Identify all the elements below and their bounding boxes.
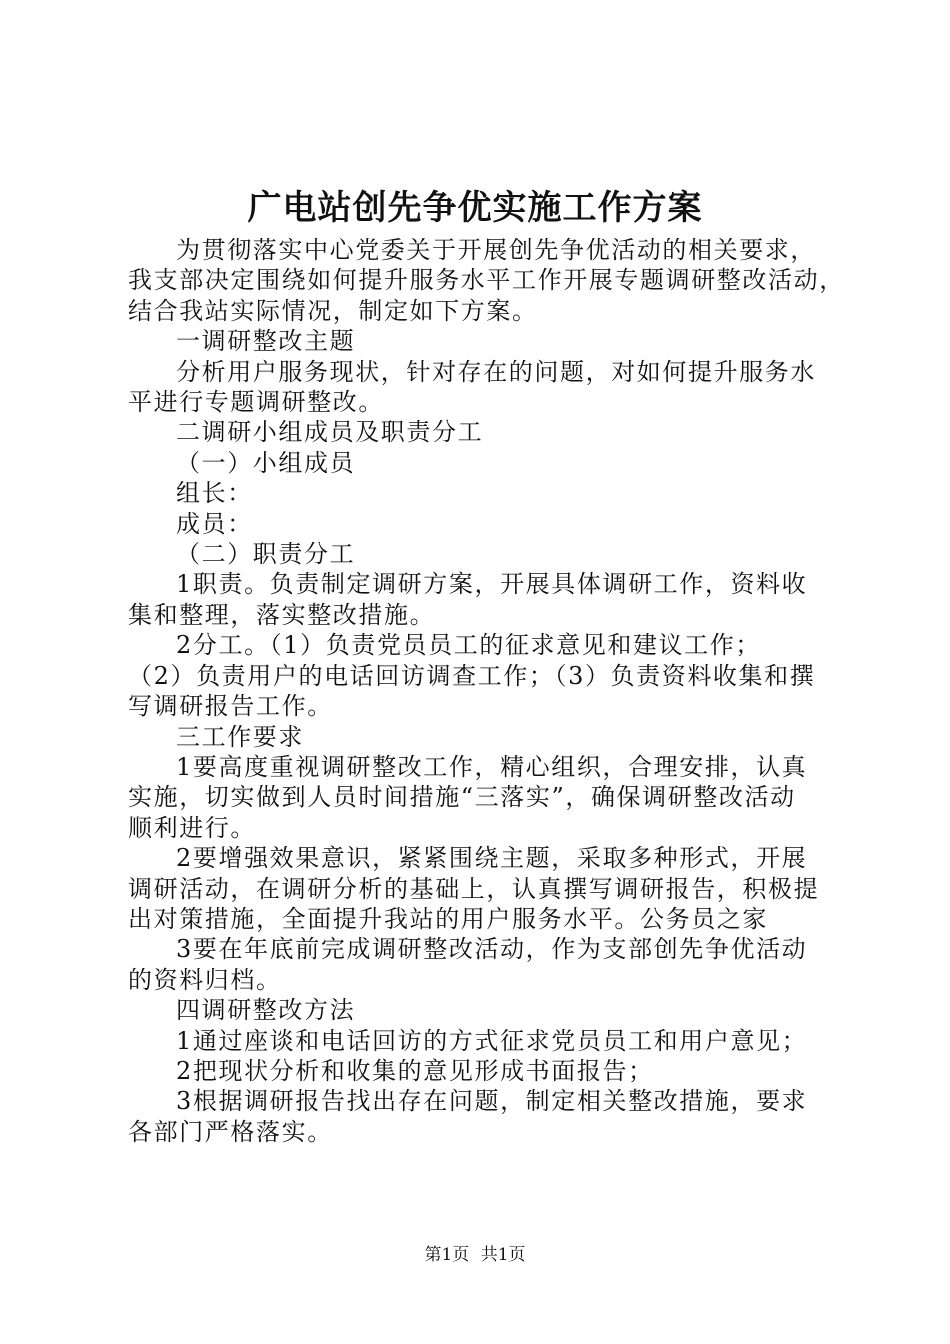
paragraph	[128, 995, 840, 1025]
text-line: 2把现状分析和收集的意见形成书面报告；	[176, 1056, 654, 1085]
paragraph	[128, 569, 840, 630]
text-line: 顺利进行。	[128, 813, 256, 842]
text-line: 的资料归档。	[128, 965, 282, 994]
text-line: 我支部决定围绕如何提升服务水平工作开展专题调研整改活动，	[128, 266, 845, 295]
text-line: （2）负责用户的电话回访调查工作；（3）负责资料收集和撰	[128, 661, 816, 690]
text-line: 结合我站实际情况，制定如下方案。	[128, 296, 538, 325]
paragraph	[128, 843, 840, 934]
paragraph	[128, 478, 840, 508]
text-line: 三工作要求	[176, 722, 304, 751]
paragraph	[128, 417, 840, 447]
text-line: 集和整理，落实整改措施。	[128, 600, 436, 629]
paragraph	[128, 326, 840, 356]
paragraph	[128, 509, 840, 539]
document-body	[128, 235, 845, 1147]
text-line: 四调研整改方法	[176, 996, 356, 1025]
paragraph	[128, 1056, 840, 1086]
text-line: 平进行专题调研整改。	[128, 388, 384, 417]
text-line: （一）小组成员	[176, 448, 356, 477]
text-line: 2分工。（1）负责党员员工的征求意见和建议工作；	[176, 631, 761, 660]
paragraph	[128, 722, 840, 752]
text-line: 一调研整改主题	[176, 327, 356, 356]
document-title: 广电站创先争优实施工作方案	[247, 188, 703, 228]
text-line: 3根据调研报告找出存在问题，制定相关整改措施，要求	[176, 1087, 808, 1116]
text-line: 组长：	[176, 479, 253, 508]
paragraph	[128, 539, 840, 569]
paragraph	[128, 448, 840, 478]
paragraph	[128, 630, 840, 721]
page-footer	[0, 1244, 950, 1266]
text-line: 实施，切实做到人员时间措施“三落实”，确保调研整改活动	[128, 783, 796, 812]
paragraph	[128, 357, 840, 418]
text-line: 各部门严格落实。	[128, 1117, 333, 1146]
paragraph	[128, 934, 840, 995]
text-line: （二）职责分工	[176, 540, 356, 569]
paragraph	[128, 1026, 840, 1056]
text-line: 调研活动，在调研分析的基础上，认真撰写调研报告，积极提	[128, 874, 820, 903]
paragraph	[128, 235, 845, 326]
page-number: 第1页	[424, 1245, 470, 1265]
page-total: 共1页	[480, 1245, 526, 1265]
text-line: 1职责。负责制定调研方案，开展具体调研工作，资料收	[176, 570, 808, 599]
text-line: 写调研报告工作。	[128, 692, 333, 721]
paragraph	[128, 752, 840, 843]
text-line: 出对策措施，全面提升我站的用户服务水平。公务员之家	[128, 904, 768, 933]
text-line: 1要高度重视调研整改工作，精心组织，合理安排，认真	[176, 752, 808, 781]
text-line: 为贯彻落实中心党委关于开展创先争优活动的相关要求，	[176, 236, 816, 264]
text-line: 二调研小组成员及职责分工	[176, 418, 484, 447]
text-line: 1通过座谈和电话回访的方式征求党员员工和用户意见；	[176, 1026, 808, 1055]
text-line: 分析用户服务现状，针对存在的问题，对如何提升服务水	[176, 357, 816, 386]
text-line: 2要增强效果意识，紧紧围绕主题，采取多种形式，开展	[176, 844, 808, 873]
text-line: 成员：	[176, 509, 253, 538]
paragraph	[128, 1086, 840, 1147]
text-line: 3要在年底前完成调研整改活动，作为支部创先争优活动	[176, 935, 808, 964]
